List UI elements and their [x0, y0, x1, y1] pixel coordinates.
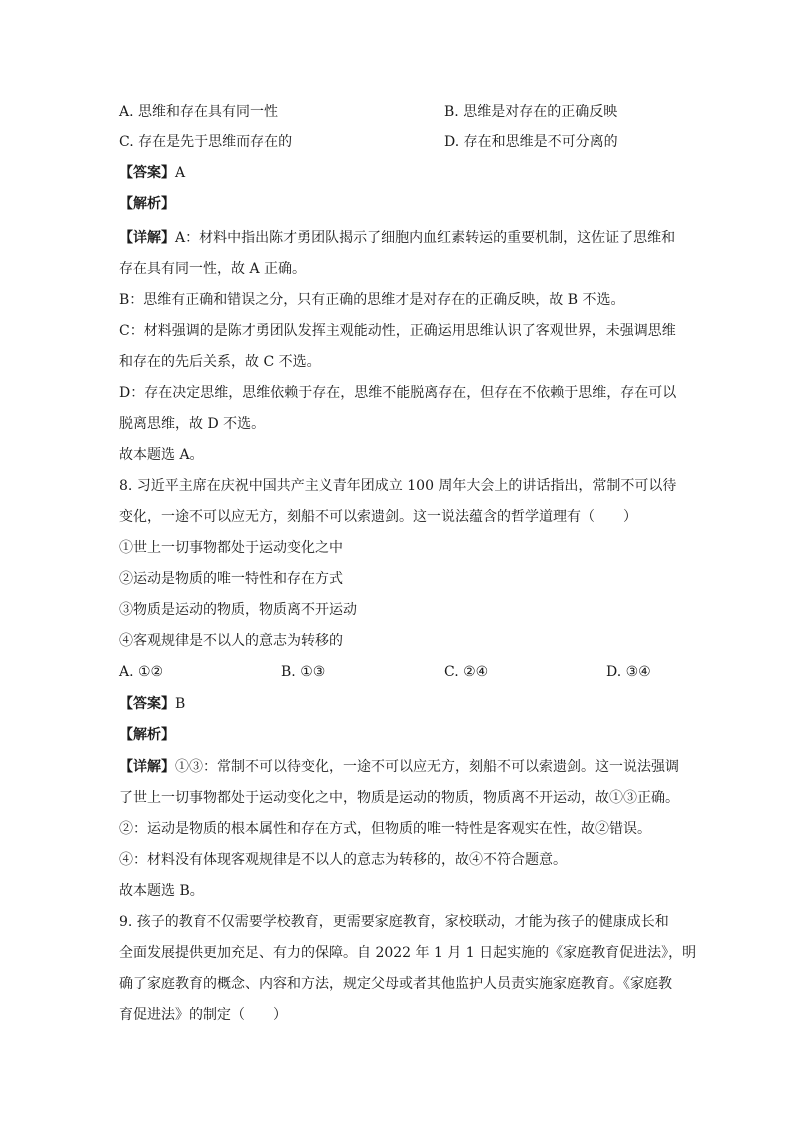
q7-detail-text-1: A：材料中指出陈才勇团队揭示了细胞内血红素转运的重要机制，这佐证了思维和	[175, 230, 676, 246]
q7-options-row-1	[119, 102, 679, 122]
q7-option-a: A. 思维和存在具有同一性	[119, 104, 279, 120]
q8-analysis-tag: 【解析】	[119, 727, 175, 743]
q8-answer-line	[119, 694, 185, 714]
q8-options-row	[119, 662, 679, 682]
q7-conclusion: 故本题选 A。	[119, 447, 204, 463]
q8-statement-1: ①世上一切事物都处于运动变化之中	[119, 540, 343, 556]
q8-detail-text-1: ①③：常制不可以待变化，一途不可以应无方，刻船不可以索遗剑。这一说法强调	[175, 759, 679, 775]
q7-detail-line-6: D：存在决定思维，思维依赖于存在，思维不能脱离存在，但存在不依赖于思维，存在可以	[119, 385, 677, 401]
q7-analysis-tag: 【解析】	[119, 196, 175, 212]
q7-detail-line-4: C：材料强调的是陈才勇团队发挥主观能动性，正确运用思维认识了客观世界，未强调思维	[119, 323, 676, 339]
q7-detail-line-1	[119, 228, 675, 248]
q8-option-d: D. ③④	[606, 664, 651, 680]
q7-detail-line-7: 脱离思维，故 D 不选。	[119, 416, 266, 432]
q7-detail-tag: 【详解】	[119, 230, 175, 246]
q7-option-c: C. 存在是先于思维而存在的	[119, 134, 293, 150]
q9-stem-line-2: 全面发展提供更加充足、有力的保障。自 2022 年 1 月 1 日起实施的《家庭教育促进法》，明	[119, 945, 697, 961]
q8-stem-line-1: 8. 习近平主席在庆祝中国共产主义青年团成立 100 周年大会上的讲话指出，常制不可以待	[119, 478, 677, 494]
q7-answer-tag: 【答案】	[119, 165, 175, 181]
q8-analysis-line	[119, 725, 175, 745]
q7-answer: A	[175, 165, 186, 181]
q7-options-row-2	[119, 132, 679, 152]
q7-option-d: D. 存在和思维是不可分离的	[444, 134, 618, 150]
q9-stem-line-1: 9. 孩子的教育不仅需要学校教育，更需要家庭教育，家校联动，才能为孩子的健康成长和	[119, 914, 669, 930]
q8-detail-line-4: ④：材料没有体现客观规律是不以人的意志为转移的，故④不符合题意。	[119, 852, 567, 868]
q8-stem-line-2: 变化，一途不可以应无方，刻船不可以索遗剑。这一说法蕴含的哲学道理有（ ）	[119, 509, 637, 525]
q8-detail-line-3: ②：运动是物质的根本属性和存在方式，但物质的唯一特性是客观实在性，故②错误。	[119, 821, 651, 837]
q8-statement-3: ③物质是运动的物质，物质离不开运动	[119, 602, 357, 618]
q7-answer-line	[119, 163, 185, 183]
q8-answer: B	[175, 696, 186, 712]
q7-detail-line-3: B：思维有正确和错误之分，只有正确的思维才是对存在的正确反映，故 B 不选。	[119, 292, 625, 308]
q8-detail-tag: 【详解】	[119, 759, 175, 775]
q8-detail-line-1	[119, 757, 679, 777]
q8-detail-line-2: 了世上一切事物都处于运动变化之中，物质是运动的物质，物质离不开运动，故①③正确。	[119, 790, 679, 806]
q7-analysis-line	[119, 194, 175, 214]
q8-conclusion: 故本题选 B。	[119, 883, 204, 899]
q7-detail-line-2: 存在具有同一性，故 A 正确。	[119, 261, 307, 277]
q8-option-b: B. ①③	[281, 664, 326, 680]
q8-statement-2: ②运动是物质的唯一特性和存在方式	[119, 571, 343, 587]
q8-answer-tag: 【答案】	[119, 696, 175, 712]
q8-option-c: C. ②④	[444, 664, 489, 680]
q7-option-b: B. 思维是对存在的正确反映	[444, 104, 618, 120]
q8-statement-4: ④客观规律是不以人的意志为转移的	[119, 633, 343, 649]
q7-detail-line-5: 和存在的先后关系，故 C 不选。	[119, 354, 321, 370]
q9-stem-line-3: 确了家庭教育的概念、内容和方法，规定父母或者其他监护人员责实施家庭教育。《家庭教	[119, 976, 672, 992]
q8-option-a: A. ①②	[119, 664, 164, 680]
q9-stem-line-4: 育促进法》的制定（ ）	[119, 1007, 287, 1023]
